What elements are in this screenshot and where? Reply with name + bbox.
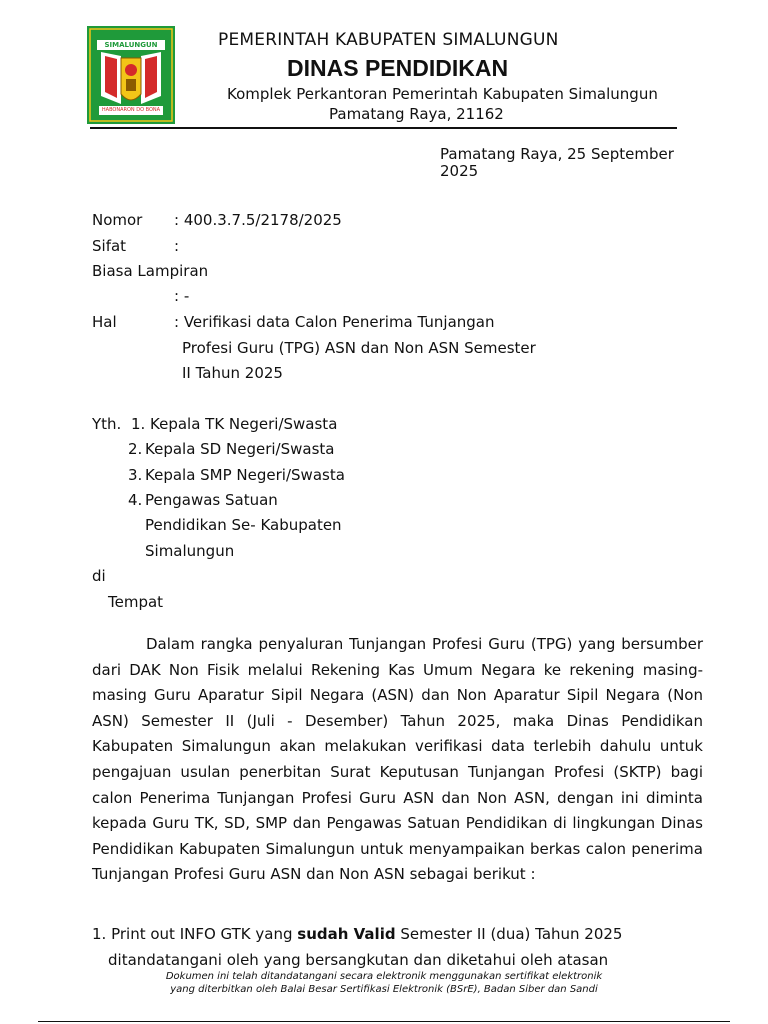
recipient-num: 3.	[128, 466, 143, 484]
simalungun-logo	[87, 26, 175, 124]
recipient-item: Pengawas Satuan	[145, 491, 278, 509]
tempat-label: Tempat	[108, 593, 164, 611]
sifat-value: :	[174, 237, 180, 255]
letter-date: Pamatang Raya, 25 September 2025	[440, 145, 674, 180]
requirement-emphasis: sudah Valid	[297, 925, 396, 943]
hal-line-1: : Verifikasi data Calon Penerima Tunjangan	[174, 313, 495, 331]
yth-label: Yth.	[92, 415, 122, 433]
body-paragraph: Dalam rangka penyaluran Tunjangan Profesi Guru (TPG) yang bersumber dari DAK Non Fisik melalui Rekening Kas Umum Negara ke rekening masing-masing Guru Aparatur Sipil Negara (ASN) dan Non Aparatur Sipil Negara (Non ASN) Semester II (Juli - Desember) Tahun 2025, maka Dinas Pendidikan Kabupaten Simalungun akan melakukan verifikasi data terlebih dahulu untuk pengajuan usulan penerbitan Surat Keputusan Tunjangan Profesi (SKTP) bagi calon Penerima Tunjangan Profesi Guru ASN dan Non ASN, dengan ini diminta kepada Guru TK, SD, SMP dan Pengawas Satuan Pendidikan di lingkungan Dinas Pendidikan Kabupaten Simalungun untuk menyampaikan berkas calon penerima Tunjangan Profesi Guru ASN dan Non ASN sebagai berikut :	[92, 635, 703, 884]
hal-line-3: II Tahun 2025	[182, 364, 283, 382]
recipient-item-continued: Pendidikan Se- Kabupaten	[145, 516, 342, 534]
letterhead-city: Pamatang Raya, 21162	[329, 105, 504, 123]
requirement-text: Semester II (dua) Tahun 2025	[400, 925, 623, 943]
recipient-item: Kepala SMP Negeri/Swasta	[145, 466, 345, 484]
letterhead-address: Komplek Perkantoran Pemerintah Kabupaten Simalungun	[227, 85, 658, 103]
esign-notice-line1: Dokumen ini telah ditandatangani secara elektronik menggunakan sertifikat elektronik	[165, 971, 603, 982]
recipient-item: Kepala SD Negeri/Swasta	[145, 440, 335, 458]
logo-top-text: SIMALUNGUN	[104, 41, 158, 49]
recipient-num: 2.	[128, 440, 143, 458]
biasa-lampiran: Biasa Lampiran	[92, 262, 209, 280]
footer-divider	[38, 1021, 730, 1022]
nomor-value: : 400.3.7.5/2178/2025	[174, 211, 342, 229]
letterhead-government: PEMERINTAH KABUPATEN SIMALUNGUN	[218, 30, 559, 50]
esign-notice-line2: yang diterbitkan oleh Balai Besar Sertifikasi Elektronik (BSrE), Badan Siber dan Sandi	[170, 984, 598, 995]
hal-line-2: Profesi Guru (TPG) ASN dan Non ASN Semester	[182, 339, 536, 357]
recipient-item: Kepala TK Negeri/Swasta	[150, 415, 338, 433]
logo-bottom-text: HABONARON DO BONA	[101, 107, 161, 113]
requirement-num: 1.	[92, 925, 107, 943]
recipient-num: 4.	[128, 491, 143, 509]
recipient-num: 1.	[131, 415, 146, 433]
sifat-label: Sifat	[92, 237, 127, 255]
hal-label: Hal	[92, 313, 117, 331]
letterhead-department: DINAS PENDIDIKAN	[287, 55, 509, 81]
lampiran-value: : -	[174, 287, 190, 305]
requirement-text: Print out INFO GTK yang	[111, 925, 293, 943]
requirement-item-1-continued: ditandatangani oleh yang bersangkutan dan diketahui oleh atasan	[108, 951, 609, 969]
nomor-label: Nomor	[92, 211, 143, 229]
requirement-item-1	[92, 925, 622, 943]
di-label: di	[92, 567, 106, 585]
recipient-item-continued: Simalungun	[145, 542, 235, 560]
letterhead-divider	[90, 127, 677, 129]
